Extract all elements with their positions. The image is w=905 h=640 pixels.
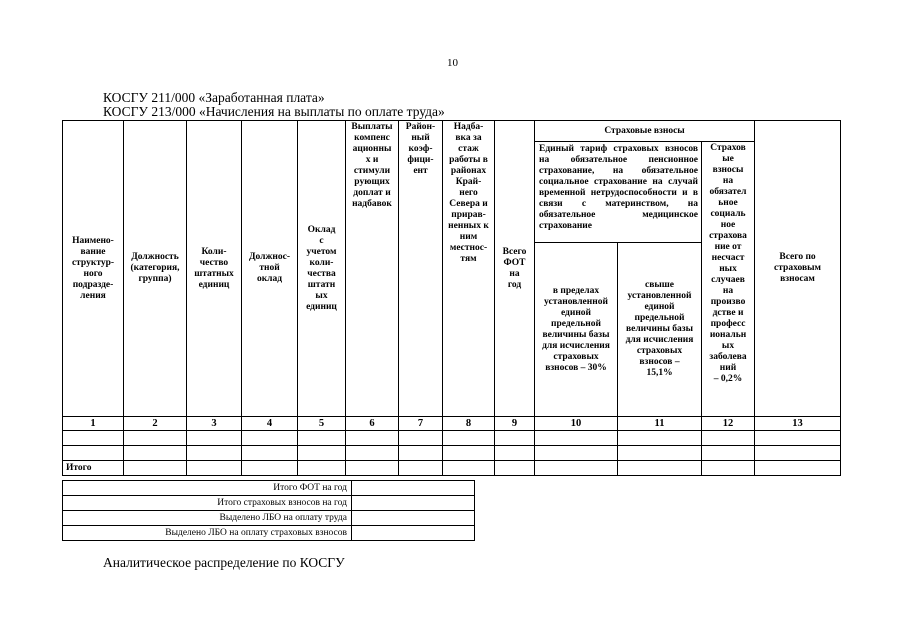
summary-row [63, 496, 475, 511]
table-cell[interactable] [443, 461, 495, 476]
summary-value[interactable] [352, 511, 475, 526]
table-cell[interactable] [399, 446, 443, 461]
col-number: 1 [63, 417, 124, 431]
table-cell[interactable] [346, 461, 399, 476]
table-cell[interactable] [618, 446, 702, 461]
analytics-heading: Аналитическое распределение по КОСГУ [103, 555, 345, 570]
col-number: 5 [298, 417, 346, 431]
table-row [63, 446, 841, 461]
table-cell[interactable] [535, 446, 618, 461]
table-cell[interactable] [399, 461, 443, 476]
table-cell[interactable] [124, 431, 187, 446]
summary-row [63, 511, 475, 526]
header-position: Должность (категория, группа) [124, 121, 187, 417]
table-cell[interactable] [755, 446, 841, 461]
col-number: 2 [124, 417, 187, 431]
summary-value[interactable] [352, 481, 475, 496]
table-cell[interactable] [242, 446, 298, 461]
summary-value[interactable] [352, 496, 475, 511]
table-cell[interactable] [124, 446, 187, 461]
col-number: 7 [399, 417, 443, 431]
table-cell[interactable] [755, 461, 841, 476]
heading-kosgu-213: КОСГУ 213/000 «Начисления на выплаты по оплате труда» [103, 104, 445, 119]
table-cell[interactable] [702, 446, 755, 461]
table-cell[interactable] [298, 446, 346, 461]
summary-label: Итого страховых взносов на год [63, 496, 352, 511]
heading-kosgu-211: КОСГУ 211/000 «Заработанная плата» [103, 90, 325, 105]
total-label: Итого [63, 461, 124, 476]
col-number: 6 [346, 417, 399, 431]
table-cell[interactable] [535, 431, 618, 446]
table-cell[interactable] [535, 461, 618, 476]
table-cell[interactable] [495, 446, 535, 461]
header-subdivision: Наимено- вание структур- ного подразде- ления [63, 121, 124, 417]
table-cell[interactable] [187, 446, 242, 461]
summary-value[interactable] [352, 526, 475, 541]
table-cell[interactable] [242, 461, 298, 476]
table-cell[interactable] [187, 431, 242, 446]
table-row [63, 431, 841, 446]
table-cell[interactable] [618, 461, 702, 476]
col-number: 3 [187, 417, 242, 431]
header-within-limit: в пределах установленной единой предельной величины базы для исчисления страховых взносов – 30% [535, 243, 618, 417]
table-cell[interactable] [702, 461, 755, 476]
header-staff-count: Коли- чество штатных единиц [187, 121, 242, 417]
table-cell[interactable] [702, 431, 755, 446]
col-number: 8 [443, 417, 495, 431]
header-salary-total: Оклад с учетом коли- чества штатн ых единиц [298, 121, 346, 417]
header-accident-insurance: Страхов ые взносы на обязател ьное социаль ное страхова ние от несчаст ных случаев на произво дстве и професс иональн ых заболева ний – 0,2% [702, 142, 755, 417]
header-total-fot: Всего ФОТ на год [495, 121, 535, 417]
table-cell[interactable] [755, 431, 841, 446]
table-cell[interactable] [124, 461, 187, 476]
col-number: 13 [755, 417, 841, 431]
total-row [63, 461, 841, 476]
table-cell[interactable] [242, 431, 298, 446]
summary-label: Выделено ЛБО на оплату труда [63, 511, 352, 526]
table-cell[interactable] [187, 461, 242, 476]
summary-row [63, 481, 475, 496]
table-cell[interactable] [63, 431, 124, 446]
col-number: 12 [702, 417, 755, 431]
summary-label: Итого ФОТ на год [63, 481, 352, 496]
col-number: 10 [535, 417, 618, 431]
header-regional-coefficient: Район- ный коэф- фици- ент [399, 121, 443, 417]
table-cell[interactable] [346, 446, 399, 461]
summary-row [63, 526, 475, 541]
table-cell[interactable] [63, 446, 124, 461]
table-cell[interactable] [495, 431, 535, 446]
header-north-allowance: Надба- вка за стаж работы в районах Край- него Севера и прирав- ненных к ним местнос- тям [443, 121, 495, 417]
table-cell[interactable] [298, 461, 346, 476]
payroll-table [62, 120, 841, 476]
header-unified-tariff: Единый тариф страховых взносов на обязательное пенсионное страхование, на обязательное социальное страхование на случай временной нетрудоспособности и в связи с материнством, на обязательное медицинское страхование [535, 142, 702, 243]
summary-label: Выделено ЛБО на оплату страховых взносов [63, 526, 352, 541]
table-cell[interactable] [495, 461, 535, 476]
table-cell[interactable] [443, 431, 495, 446]
col-number: 4 [242, 417, 298, 431]
summary-table [62, 480, 475, 541]
page-number: 10 [447, 57, 458, 69]
table-cell[interactable] [298, 431, 346, 446]
table-cell[interactable] [618, 431, 702, 446]
header-above-limit: свыше установленной единой предельной величины базы для исчисления страховых взносов – 15,1% [618, 243, 702, 417]
header-compensation: Выплаты компенс ационны х и стимули рующих доплат и надбавок [346, 121, 399, 417]
header-total-insurance: Всего по страховым взносам [755, 121, 841, 417]
table-cell[interactable] [443, 446, 495, 461]
header-salary: Должнос- тной оклад [242, 121, 298, 417]
col-number: 11 [618, 417, 702, 431]
header-insurance: Страховые взносы [535, 121, 755, 142]
table-cell[interactable] [346, 431, 399, 446]
col-number: 9 [495, 417, 535, 431]
table-cell[interactable] [399, 431, 443, 446]
